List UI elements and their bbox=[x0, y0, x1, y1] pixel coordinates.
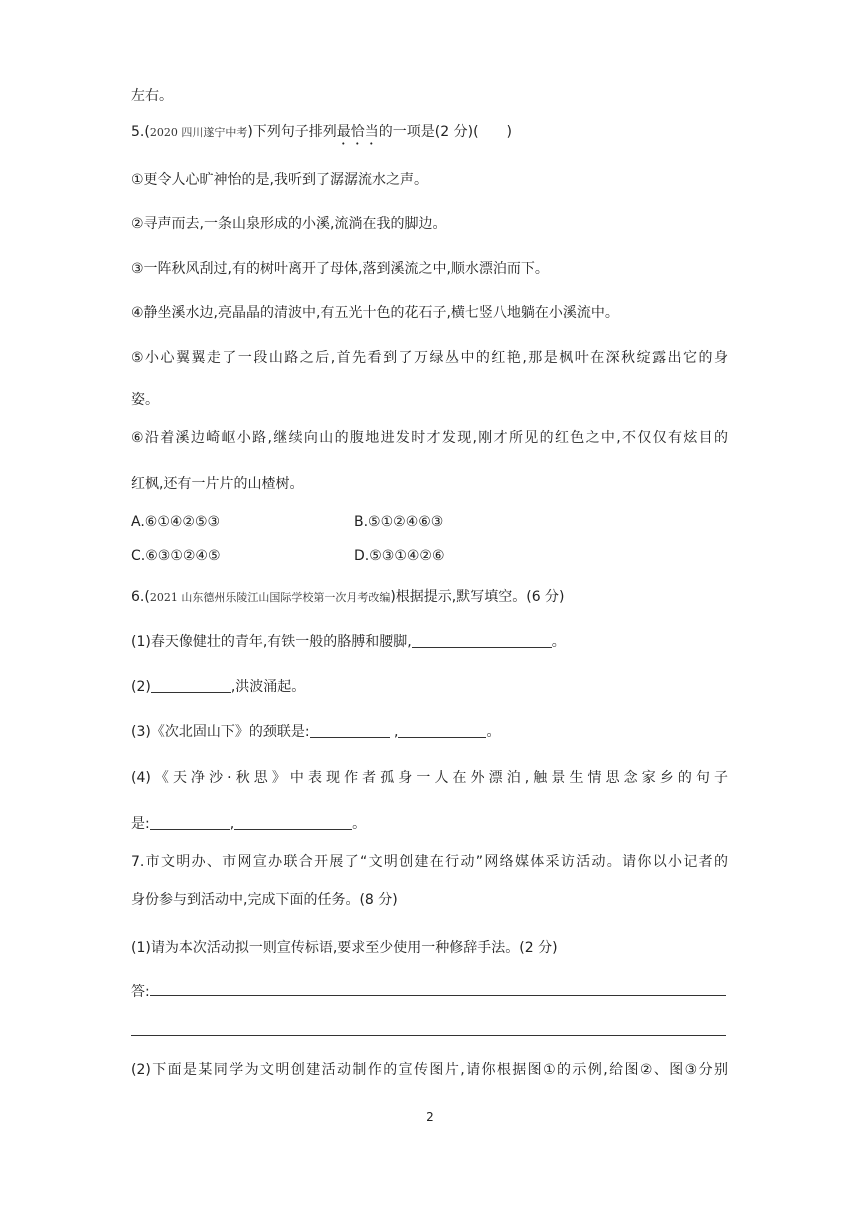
question-text: 是: bbox=[131, 816, 150, 832]
question-7-title: 7.市文明办、市网宣办联合开展了“文明创建在行动”网络媒体采访活动。请你以小记者的 bbox=[131, 854, 728, 870]
answer-line[interactable] bbox=[131, 1035, 726, 1036]
option-b: B.⑤①②④⑥③ bbox=[354, 514, 444, 530]
text-line: 左右。 bbox=[131, 88, 173, 104]
question-source: 2020 四川遂宁中考 bbox=[149, 126, 248, 139]
question-text: (1)春天像健壮的青年,有铁一般的胳膊和腰脚, bbox=[131, 634, 412, 650]
sentence-4: ④静坐溪水边,亮晶晶的清波中,有五光十色的花石子,横七竖八地躺在小溪流中。 bbox=[131, 305, 619, 321]
question-text: ,洪波涌起。 bbox=[230, 679, 306, 695]
question-7-2: (2)下面是某同学为文明创建活动制作的宣传图片,请你根据图①的示例,给图②、图③分别 bbox=[131, 1062, 728, 1078]
answer-blank[interactable] bbox=[398, 723, 486, 738]
punctuation: 。 bbox=[551, 634, 566, 650]
option-a: A.⑥①④②⑤③ bbox=[131, 514, 221, 530]
answer-blank[interactable] bbox=[151, 678, 231, 693]
punctuation: 。 bbox=[352, 816, 367, 832]
sentence-6: ⑥沿着溪边崎岖小路,继续向山的腹地进发时才发现,刚才所见的红色之中,不仅仅有炫目的 bbox=[131, 430, 728, 446]
sentence-6-cont: 红枫,还有一片片的山楂树。 bbox=[131, 476, 304, 492]
question-text: (3)《次北固山下》的颈联是: bbox=[131, 724, 310, 740]
answer-blank[interactable] bbox=[412, 633, 552, 648]
emphasized-text: 最恰当 bbox=[336, 124, 379, 140]
punctuation: 。 bbox=[486, 724, 501, 740]
question-7-1: (1)请为本次活动拟一则宣传标语,要求至少使用一种修辞手法。(2 分) bbox=[131, 940, 558, 956]
sentence-3: ③一阵秋风刮过,有的树叶离开了母体,落到溪流之中,顺水漂泊而下。 bbox=[131, 261, 549, 277]
question-6-2 bbox=[131, 677, 305, 697]
option-d: D.⑤③①④②⑥ bbox=[354, 548, 445, 564]
question-5-title bbox=[131, 122, 512, 148]
question-6-4-cont bbox=[131, 814, 366, 834]
answer-blank[interactable] bbox=[234, 815, 352, 830]
question-text: (2) bbox=[131, 679, 151, 695]
question-7-title-cont: 身份参与到活动中,完成下面的任务。(8 分) bbox=[131, 892, 398, 908]
answer-blank[interactable] bbox=[150, 815, 230, 830]
question-number: 5.( bbox=[131, 124, 150, 140]
question-6-title bbox=[131, 587, 565, 608]
option-c: C.⑥③①②④⑤ bbox=[131, 548, 221, 564]
punctuation: , bbox=[229, 816, 235, 832]
question-text: 的一项是(2 分)( ) bbox=[378, 124, 513, 140]
answer-blank[interactable] bbox=[310, 723, 390, 738]
answer-label: 答: bbox=[131, 984, 150, 1000]
question-text: )下列句子排列 bbox=[247, 124, 337, 140]
question-number: 6.( bbox=[131, 589, 150, 605]
answer-line[interactable] bbox=[150, 995, 726, 996]
punctuation: , bbox=[389, 724, 399, 740]
question-6-4: (4)《天净沙·秋思》中表现作者孤身一人在外漂泊,触景生情思念家乡的句子 bbox=[131, 770, 728, 786]
sentence-5-cont: 姿。 bbox=[131, 392, 159, 408]
question-6-3 bbox=[131, 722, 500, 742]
sentence-5: ⑤小心翼翼走了一段山路之后,首先看到了万绿丛中的红艳,那是枫叶在深秋绽露出它的身 bbox=[131, 350, 728, 366]
sentence-2: ②寻声而去,一条山泉形成的小溪,流淌在我的脚边。 bbox=[131, 216, 447, 232]
page-number: 2 bbox=[426, 1110, 434, 1124]
question-text: )根据提示,默写填空。(6 分) bbox=[390, 589, 565, 605]
question-source: 2021 山东德州乐陵江山国际学校第一次月考改编 bbox=[149, 591, 391, 604]
question-6-1 bbox=[131, 632, 566, 652]
sentence-1: ①更令人心旷神怡的是,我听到了潺潺流水之声。 bbox=[131, 172, 428, 188]
